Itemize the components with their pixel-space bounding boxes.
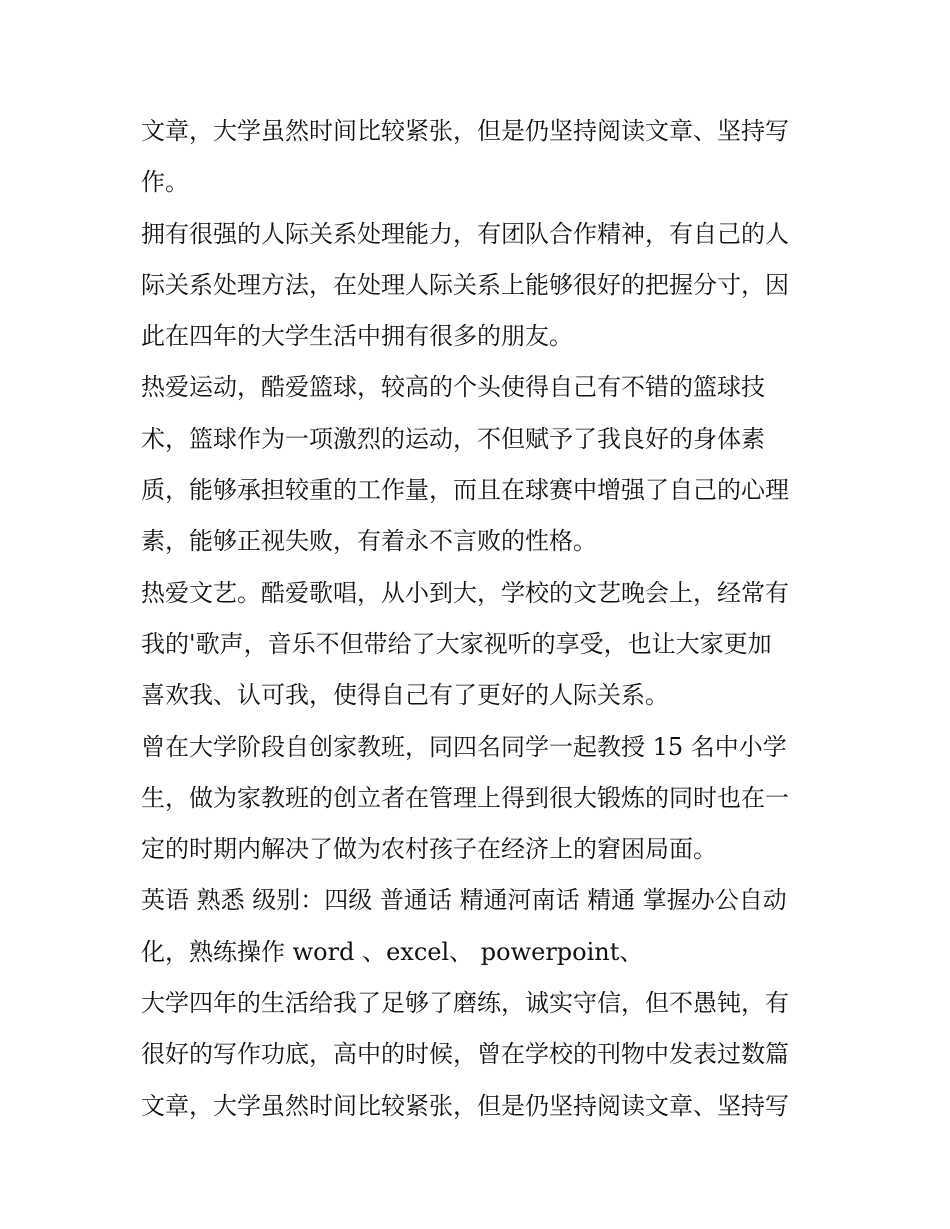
paragraph xyxy=(141,875,813,978)
paragraph xyxy=(141,568,813,722)
text-line: 热爱文艺。酷爱歌唱，从小到大，学校的文艺晚会上，经常有 xyxy=(141,578,789,607)
text-line: 英语 熟悉 级别：四级 普通话 精通河南话 精通 掌握办公自动 xyxy=(141,886,787,915)
text-line: 质，能够承担较重的工作量，而且在球赛中增强了自己的心理 xyxy=(141,476,789,505)
document-body xyxy=(141,106,813,1132)
text-line: 文章，大学虽然时间比较紧张，但是仍坚持阅读文章、坚持写 xyxy=(141,117,789,145)
paragraph xyxy=(141,722,813,876)
text-line: 我的'歌声，音乐不但带给了大家视听的享受，也让大家更加 xyxy=(141,629,772,658)
text-line: 很好的写作功底，高中的时候，曾在学校的刊物中发表过数篇 xyxy=(141,1040,789,1069)
paragraph xyxy=(141,209,813,363)
text-line: 定的时期内解决了做为农村孩子在经济上的窘困局面。 xyxy=(141,835,717,864)
text-line: 术，篮球作为一项激烈的运动，不但赋予了我良好的身体素 xyxy=(141,424,765,453)
text-line: 喜欢我、认可我，使得自己有了更好的人际关系。 xyxy=(141,681,669,710)
text-line: 文章，大学虽然时间比较紧张，但是仍坚持阅读文章、坚持写 xyxy=(141,1091,789,1120)
text-line: 作。 xyxy=(141,168,189,197)
paragraph xyxy=(141,106,813,209)
text-line: 热爱运动，酷爱篮球，较高的个头使得自己有不错的篮球技 xyxy=(141,373,765,402)
text-line: 曾在大学阶段自创家教班，同四名同学一起教授 15 名中小学 xyxy=(141,732,787,761)
text-line: 拥有很强的人际关系处理能力，有团队合作精神，有自己的人 xyxy=(141,219,789,248)
paragraph xyxy=(141,978,813,1132)
text-line: 此在四年的大学生活中拥有很多的朋友。 xyxy=(141,322,573,351)
text-line: 际关系处理方法，在处理人际关系上能够很好的把握分寸，因 xyxy=(141,270,789,299)
text-line: 化，熟练操作 word 、excel、 powerpoint、 xyxy=(141,937,644,966)
text-line: 大学四年的生活给我了足够了磨练，诚实守信，但不愚钝，有 xyxy=(141,989,789,1018)
paragraph xyxy=(141,362,813,567)
text-line: 素，能够正视失败，有着永不言败的性格。 xyxy=(141,527,597,556)
text-line: 生，做为家教班的创立者在管理上得到很大锻炼的同时也在一 xyxy=(141,783,789,812)
